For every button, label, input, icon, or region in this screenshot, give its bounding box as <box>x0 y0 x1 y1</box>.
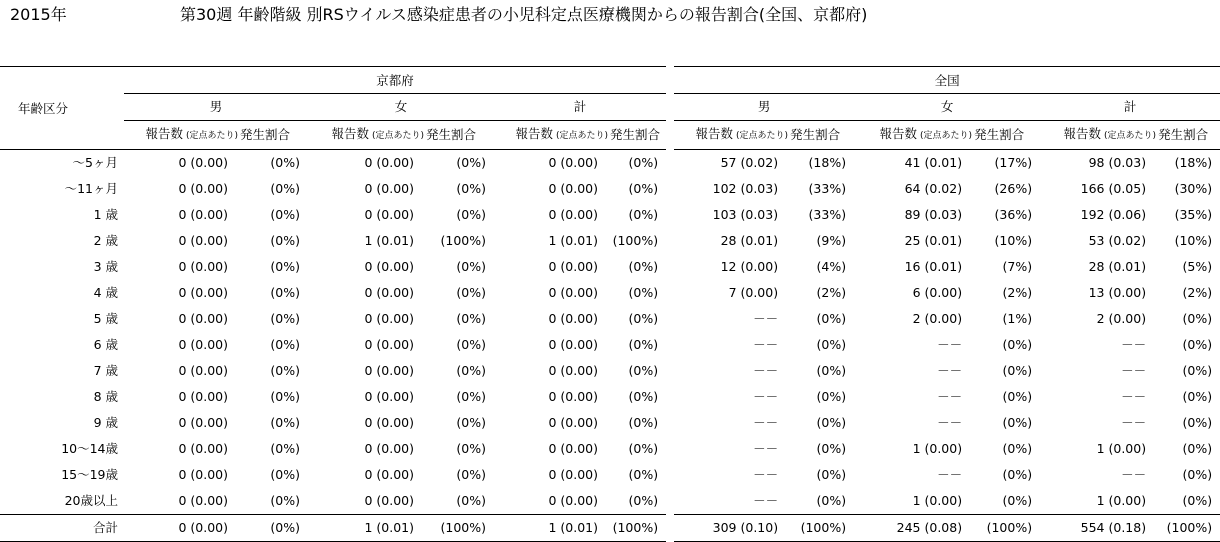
rate-cell: (0%) <box>816 389 847 404</box>
report-count-cell: 1 (0.00) <box>912 493 963 508</box>
table-row <box>0 384 1220 410</box>
rate-cell: (0%) <box>628 207 659 222</box>
report-count-cell: 25 (0.01) <box>904 233 963 248</box>
report-count-label: 報告数 <box>145 126 183 141</box>
rate-cell: (0%) <box>816 441 847 456</box>
report-count-cell: 0 (0.00) <box>178 389 228 404</box>
report-count-cell: 12 (0.00) <box>670 254 788 280</box>
rate-cell: (0%) <box>270 389 300 404</box>
age-label: 3 歳 <box>93 259 118 274</box>
report-count-cell: 6 (0.00) <box>912 285 963 300</box>
table-row <box>0 306 1220 332</box>
rate-cell: (4%) <box>816 259 847 274</box>
report-count-cell: －－ <box>670 462 788 488</box>
report-count-cell: 103 (0.03) <box>670 202 788 228</box>
per-sentinel-label: (定点あたり) <box>185 131 238 141</box>
report-count-cell: 1 (0.01) <box>364 233 414 248</box>
report-count-cell: 0 (0.00) <box>124 515 238 542</box>
table-row <box>0 436 1220 462</box>
rate-cell: (0%) <box>1002 415 1033 430</box>
report-count-cell: －－ <box>937 415 963 430</box>
rate-cell: (100%) <box>972 515 1040 542</box>
rate-cell: (0%) <box>456 415 486 430</box>
table-row <box>0 280 1220 306</box>
report-count-cell: 554 (0.18) <box>1040 515 1156 542</box>
report-count-cell: 0 (0.00) <box>364 389 414 404</box>
report-count-cell: －－ <box>1121 363 1147 378</box>
report-count-cell: －－ <box>670 306 788 332</box>
rate-cell: (0%) <box>456 363 486 378</box>
report-count-cell: －－ <box>937 389 963 404</box>
report-count-cell: 0 (0.00) <box>178 155 228 170</box>
report-count-header <box>854 121 972 150</box>
report-count-label: 報告数 <box>515 126 553 141</box>
report-count-cell: 309 (0.10) <box>670 515 788 542</box>
rate-cell: (0%) <box>816 467 847 482</box>
rate-cell: (0%) <box>1182 441 1213 456</box>
table-row <box>0 358 1220 384</box>
rate-cell: (0%) <box>456 493 486 508</box>
report-count-label: 報告数 <box>695 126 734 141</box>
age-label: 1 歳 <box>93 207 118 222</box>
report-count-cell: 0 (0.00) <box>548 363 598 378</box>
rate-cell: (0%) <box>270 181 300 196</box>
report-count-cell: －－ <box>937 363 963 378</box>
report-count-cell: 0 (0.00) <box>364 155 414 170</box>
rate-cell: (26%) <box>994 181 1033 196</box>
report-count-cell: 53 (0.02) <box>1088 233 1147 248</box>
report-count-cell: 1 (0.01) <box>308 515 424 542</box>
report-count-cell: 0 (0.00) <box>548 181 598 196</box>
rate-cell: (0%) <box>270 155 300 170</box>
rate-cell: (0%) <box>270 285 300 300</box>
rate-cell: (0%) <box>270 493 300 508</box>
report-count-cell: 0 (0.00) <box>548 259 598 274</box>
report-count-cell: －－ <box>1121 415 1147 430</box>
rate-cell: (0%) <box>816 363 847 378</box>
age-label: 2 歳 <box>93 233 118 248</box>
rate-cell: (0%) <box>628 415 659 430</box>
rate-cell: (0%) <box>628 155 659 170</box>
report-count-cell: 166 (0.05) <box>1080 181 1147 196</box>
rate-cell: (0%) <box>628 467 659 482</box>
report-count-cell: 0 (0.00) <box>364 311 414 326</box>
report-count-cell: 0 (0.00) <box>548 389 598 404</box>
report-count-cell: 1 (0.00) <box>912 441 963 456</box>
report-count-cell: 0 (0.00) <box>548 441 598 456</box>
table-row <box>0 176 1220 202</box>
rate-cell: (0%) <box>456 389 486 404</box>
report-count-cell: 0 (0.00) <box>178 337 228 352</box>
report-count-cell: 102 (0.03) <box>670 176 788 202</box>
report-count-cell: 0 (0.00) <box>364 467 414 482</box>
rate-cell: (0%) <box>270 467 300 482</box>
rate-cell: (7%) <box>1002 259 1033 274</box>
age-label: 4 歳 <box>93 285 118 300</box>
rate-cell: (0%) <box>270 441 300 456</box>
rate-cell: (2%) <box>1182 285 1213 300</box>
table-row <box>0 228 1220 254</box>
rate-cell: (0%) <box>456 207 486 222</box>
rate-cell: (100%) <box>1156 515 1220 542</box>
rate-cell: (17%) <box>994 155 1033 170</box>
rate-header: 発生割合 <box>238 121 308 150</box>
table-row <box>0 462 1220 488</box>
rate-cell: (0%) <box>270 415 300 430</box>
report-count-cell: 0 (0.00) <box>364 493 414 508</box>
rate-cell: (0%) <box>456 441 486 456</box>
report-count-cell: 0 (0.00) <box>364 181 414 196</box>
sex-header: 計 <box>1040 94 1220 121</box>
age-label: 8 歳 <box>93 389 118 404</box>
report-count-header <box>124 121 238 150</box>
report-count-cell: 0 (0.00) <box>178 441 228 456</box>
rate-cell: (0%) <box>270 311 300 326</box>
region-header-1: 全国 <box>670 67 1220 94</box>
report-count-cell: 0 (0.00) <box>178 415 228 430</box>
rate-cell: (0%) <box>270 207 300 222</box>
rate-cell: (5%) <box>1182 259 1213 274</box>
report-count-cell: －－ <box>937 467 963 482</box>
age-label: ～11ヶ月 <box>64 181 118 196</box>
table-row <box>0 488 1220 515</box>
report-count-cell: 1 (0.00) <box>1096 441 1147 456</box>
report-count-label: 報告数 <box>879 126 918 141</box>
rate-cell: (0%) <box>456 285 486 300</box>
rate-cell: (33%) <box>808 207 847 222</box>
report-count-label: 報告数 <box>331 126 369 141</box>
rate-cell: (100%) <box>424 515 494 542</box>
report-count-cell: 0 (0.00) <box>364 363 414 378</box>
rate-cell: (0%) <box>628 311 659 326</box>
rate-cell: (0%) <box>1002 467 1033 482</box>
region-header-0: 京都府 <box>124 67 670 94</box>
report-year: 2015年 <box>10 5 67 24</box>
rate-cell: (0%) <box>628 181 659 196</box>
age-label: 20歳以上 <box>64 493 118 508</box>
rate-cell: (0%) <box>1182 389 1213 404</box>
table-row <box>0 332 1220 358</box>
rate-cell: (100%) <box>440 233 486 248</box>
rate-cell: (36%) <box>994 207 1033 222</box>
per-sentinel-label: (定点あたり) <box>371 131 424 141</box>
rate-cell: (0%) <box>1182 467 1213 482</box>
report-count-cell: 0 (0.00) <box>364 415 414 430</box>
table-row <box>0 202 1220 228</box>
report-count-cell: 0 (0.00) <box>178 363 228 378</box>
page-title: 第30週 年齢階級 別RSウイルス感染症患者の小児科定点医療機関からの報告割合(全国、京都府) <box>180 5 868 24</box>
report-count-cell: －－ <box>1121 337 1147 352</box>
report-count-cell: 0 (0.00) <box>364 441 414 456</box>
rate-cell: (0%) <box>1182 415 1213 430</box>
rate-cell: (100%) <box>612 233 659 248</box>
age-label: 6 歳 <box>93 337 118 352</box>
report-count-cell: 0 (0.00) <box>548 207 598 222</box>
report-count-cell: 0 (0.00) <box>364 207 414 222</box>
rate-cell: (0%) <box>816 337 847 352</box>
report-count-header <box>670 121 788 150</box>
rate-cell: (100%) <box>788 515 854 542</box>
rate-cell: (0%) <box>628 259 659 274</box>
rate-cell: (0%) <box>456 181 486 196</box>
table-row <box>0 254 1220 280</box>
age-label: 10～14歳 <box>61 441 118 456</box>
report-count-cell: 1 (0.01) <box>494 515 608 542</box>
rate-cell: (0%) <box>628 285 659 300</box>
sex-header: 男 <box>670 94 854 121</box>
report-count-cell: 0 (0.00) <box>364 285 414 300</box>
rate-cell: (0%) <box>1002 363 1033 378</box>
rate-cell: (0%) <box>628 363 659 378</box>
per-sentinel-label: (定点あたり) <box>1104 131 1157 141</box>
rate-cell: (10%) <box>994 233 1033 248</box>
rate-cell: (33%) <box>808 181 847 196</box>
report-count-cell: 16 (0.01) <box>904 259 963 274</box>
report-count-cell: 2 (0.00) <box>912 311 963 326</box>
rate-cell: (35%) <box>1174 207 1213 222</box>
rate-cell: (0%) <box>628 389 659 404</box>
rate-cell: (0%) <box>456 155 486 170</box>
rate-header: 発生割合 <box>424 121 494 150</box>
rate-cell: (2%) <box>1002 285 1033 300</box>
report-count-cell: 0 (0.00) <box>364 259 414 274</box>
rate-cell: (0%) <box>816 311 847 326</box>
table-row <box>0 410 1220 436</box>
rate-header: 発生割合 <box>608 121 670 150</box>
report-count-cell: 0 (0.00) <box>548 493 598 508</box>
rate-header: 発生割合 <box>972 121 1040 150</box>
report-count-cell: 0 (0.00) <box>178 311 228 326</box>
rate-cell: (0%) <box>816 415 847 430</box>
sex-header: 女 <box>308 94 494 121</box>
report-count-cell: 0 (0.00) <box>548 311 598 326</box>
report-count-cell: 64 (0.02) <box>904 181 963 196</box>
rate-cell: (9%) <box>816 233 847 248</box>
sex-header: 男 <box>124 94 308 121</box>
report-count-cell: 7 (0.00) <box>670 280 788 306</box>
sex-header: 計 <box>494 94 670 121</box>
rate-cell: (18%) <box>808 155 847 170</box>
rate-cell: (0%) <box>456 311 486 326</box>
rate-cell: (0%) <box>456 337 486 352</box>
age-column-header: 年齢区分 <box>0 67 124 150</box>
report-count-cell: 0 (0.00) <box>548 285 598 300</box>
rate-cell: (0%) <box>1002 493 1033 508</box>
age-label: ～5ヶ月 <box>72 155 118 170</box>
rate-cell: (1%) <box>1002 311 1033 326</box>
age-label: 7 歳 <box>93 363 118 378</box>
total-row <box>0 515 1220 542</box>
rate-cell: (0%) <box>628 441 659 456</box>
report-count-cell: 1 (0.00) <box>1096 493 1147 508</box>
rate-header: 発生割合 <box>1156 121 1220 150</box>
report-count-cell: 89 (0.03) <box>904 207 963 222</box>
sex-header: 女 <box>854 94 1040 121</box>
rate-cell: (0%) <box>628 493 659 508</box>
rate-cell: (0%) <box>456 259 486 274</box>
rate-cell: (100%) <box>608 515 670 542</box>
rate-cell: (0%) <box>456 467 486 482</box>
report-count-header <box>494 121 608 150</box>
per-sentinel-label: (定点あたり) <box>555 131 608 141</box>
report-count-cell: 57 (0.02) <box>670 150 788 177</box>
rate-cell: (0%) <box>628 337 659 352</box>
report-count-cell: －－ <box>670 488 788 515</box>
rate-cell: (0%) <box>270 233 300 248</box>
age-label: 9 歳 <box>93 415 118 430</box>
report-count-cell: 245 (0.08) <box>854 515 972 542</box>
report-count-cell: －－ <box>670 436 788 462</box>
report-count-cell: －－ <box>670 384 788 410</box>
report-count-cell: 0 (0.00) <box>178 285 228 300</box>
rate-cell: (0%) <box>1182 493 1213 508</box>
report-count-cell: 28 (0.01) <box>1088 259 1147 274</box>
report-count-header <box>1040 121 1156 150</box>
report-count-cell: 98 (0.03) <box>1088 155 1147 170</box>
report-count-cell: －－ <box>670 332 788 358</box>
report-count-cell: 0 (0.00) <box>178 207 228 222</box>
age-group-table <box>0 66 1220 542</box>
report-count-header <box>308 121 424 150</box>
report-count-cell: 2 (0.00) <box>1096 311 1147 326</box>
report-count-cell: 0 (0.00) <box>364 337 414 352</box>
per-sentinel-label: (定点あたり) <box>920 131 973 141</box>
rate-cell: (2%) <box>816 285 847 300</box>
report-count-cell: 0 (0.00) <box>178 493 228 508</box>
report-count-cell: 0 (0.00) <box>178 181 228 196</box>
rate-header: 発生割合 <box>788 121 854 150</box>
age-label: 合計 <box>0 515 124 542</box>
rate-cell: (0%) <box>1002 337 1033 352</box>
report-count-cell: －－ <box>1121 389 1147 404</box>
rate-cell: (0%) <box>270 363 300 378</box>
table-row <box>0 150 1220 177</box>
rate-cell: (0%) <box>1182 311 1213 326</box>
rate-cell: (18%) <box>1174 155 1213 170</box>
report-count-cell: 1 (0.01) <box>548 233 598 248</box>
report-count-cell: 0 (0.00) <box>548 155 598 170</box>
report-count-cell: 13 (0.00) <box>1088 285 1147 300</box>
rate-cell: (0%) <box>1182 337 1213 352</box>
rate-cell: (30%) <box>1174 181 1213 196</box>
rate-cell: (0%) <box>270 259 300 274</box>
report-count-cell: －－ <box>670 410 788 436</box>
report-count-label: 報告数 <box>1063 126 1102 141</box>
report-count-cell: 0 (0.00) <box>178 259 228 274</box>
rate-cell: (10%) <box>1174 233 1213 248</box>
report-count-cell: 0 (0.00) <box>178 233 228 248</box>
report-count-cell: 192 (0.06) <box>1080 207 1147 222</box>
report-count-cell: 0 (0.00) <box>548 467 598 482</box>
report-count-cell: －－ <box>1121 467 1147 482</box>
rate-cell: (0%) <box>1002 389 1033 404</box>
report-count-cell: 0 (0.00) <box>178 467 228 482</box>
report-count-cell: －－ <box>670 358 788 384</box>
age-label: 5 歳 <box>93 311 118 326</box>
rate-cell: (0%) <box>1002 441 1033 456</box>
rate-cell: (0%) <box>270 337 300 352</box>
report-count-cell: －－ <box>937 337 963 352</box>
rate-cell: (0%) <box>1182 363 1213 378</box>
report-count-cell: 0 (0.00) <box>548 415 598 430</box>
per-sentinel-label: (定点あたり) <box>736 131 789 141</box>
report-count-cell: 28 (0.01) <box>670 228 788 254</box>
report-count-cell: 41 (0.01) <box>904 155 963 170</box>
age-label: 15～19歳 <box>61 467 118 482</box>
rate-cell: (0%) <box>238 515 308 542</box>
report-count-cell: 0 (0.00) <box>548 337 598 352</box>
rate-cell: (0%) <box>816 493 847 508</box>
